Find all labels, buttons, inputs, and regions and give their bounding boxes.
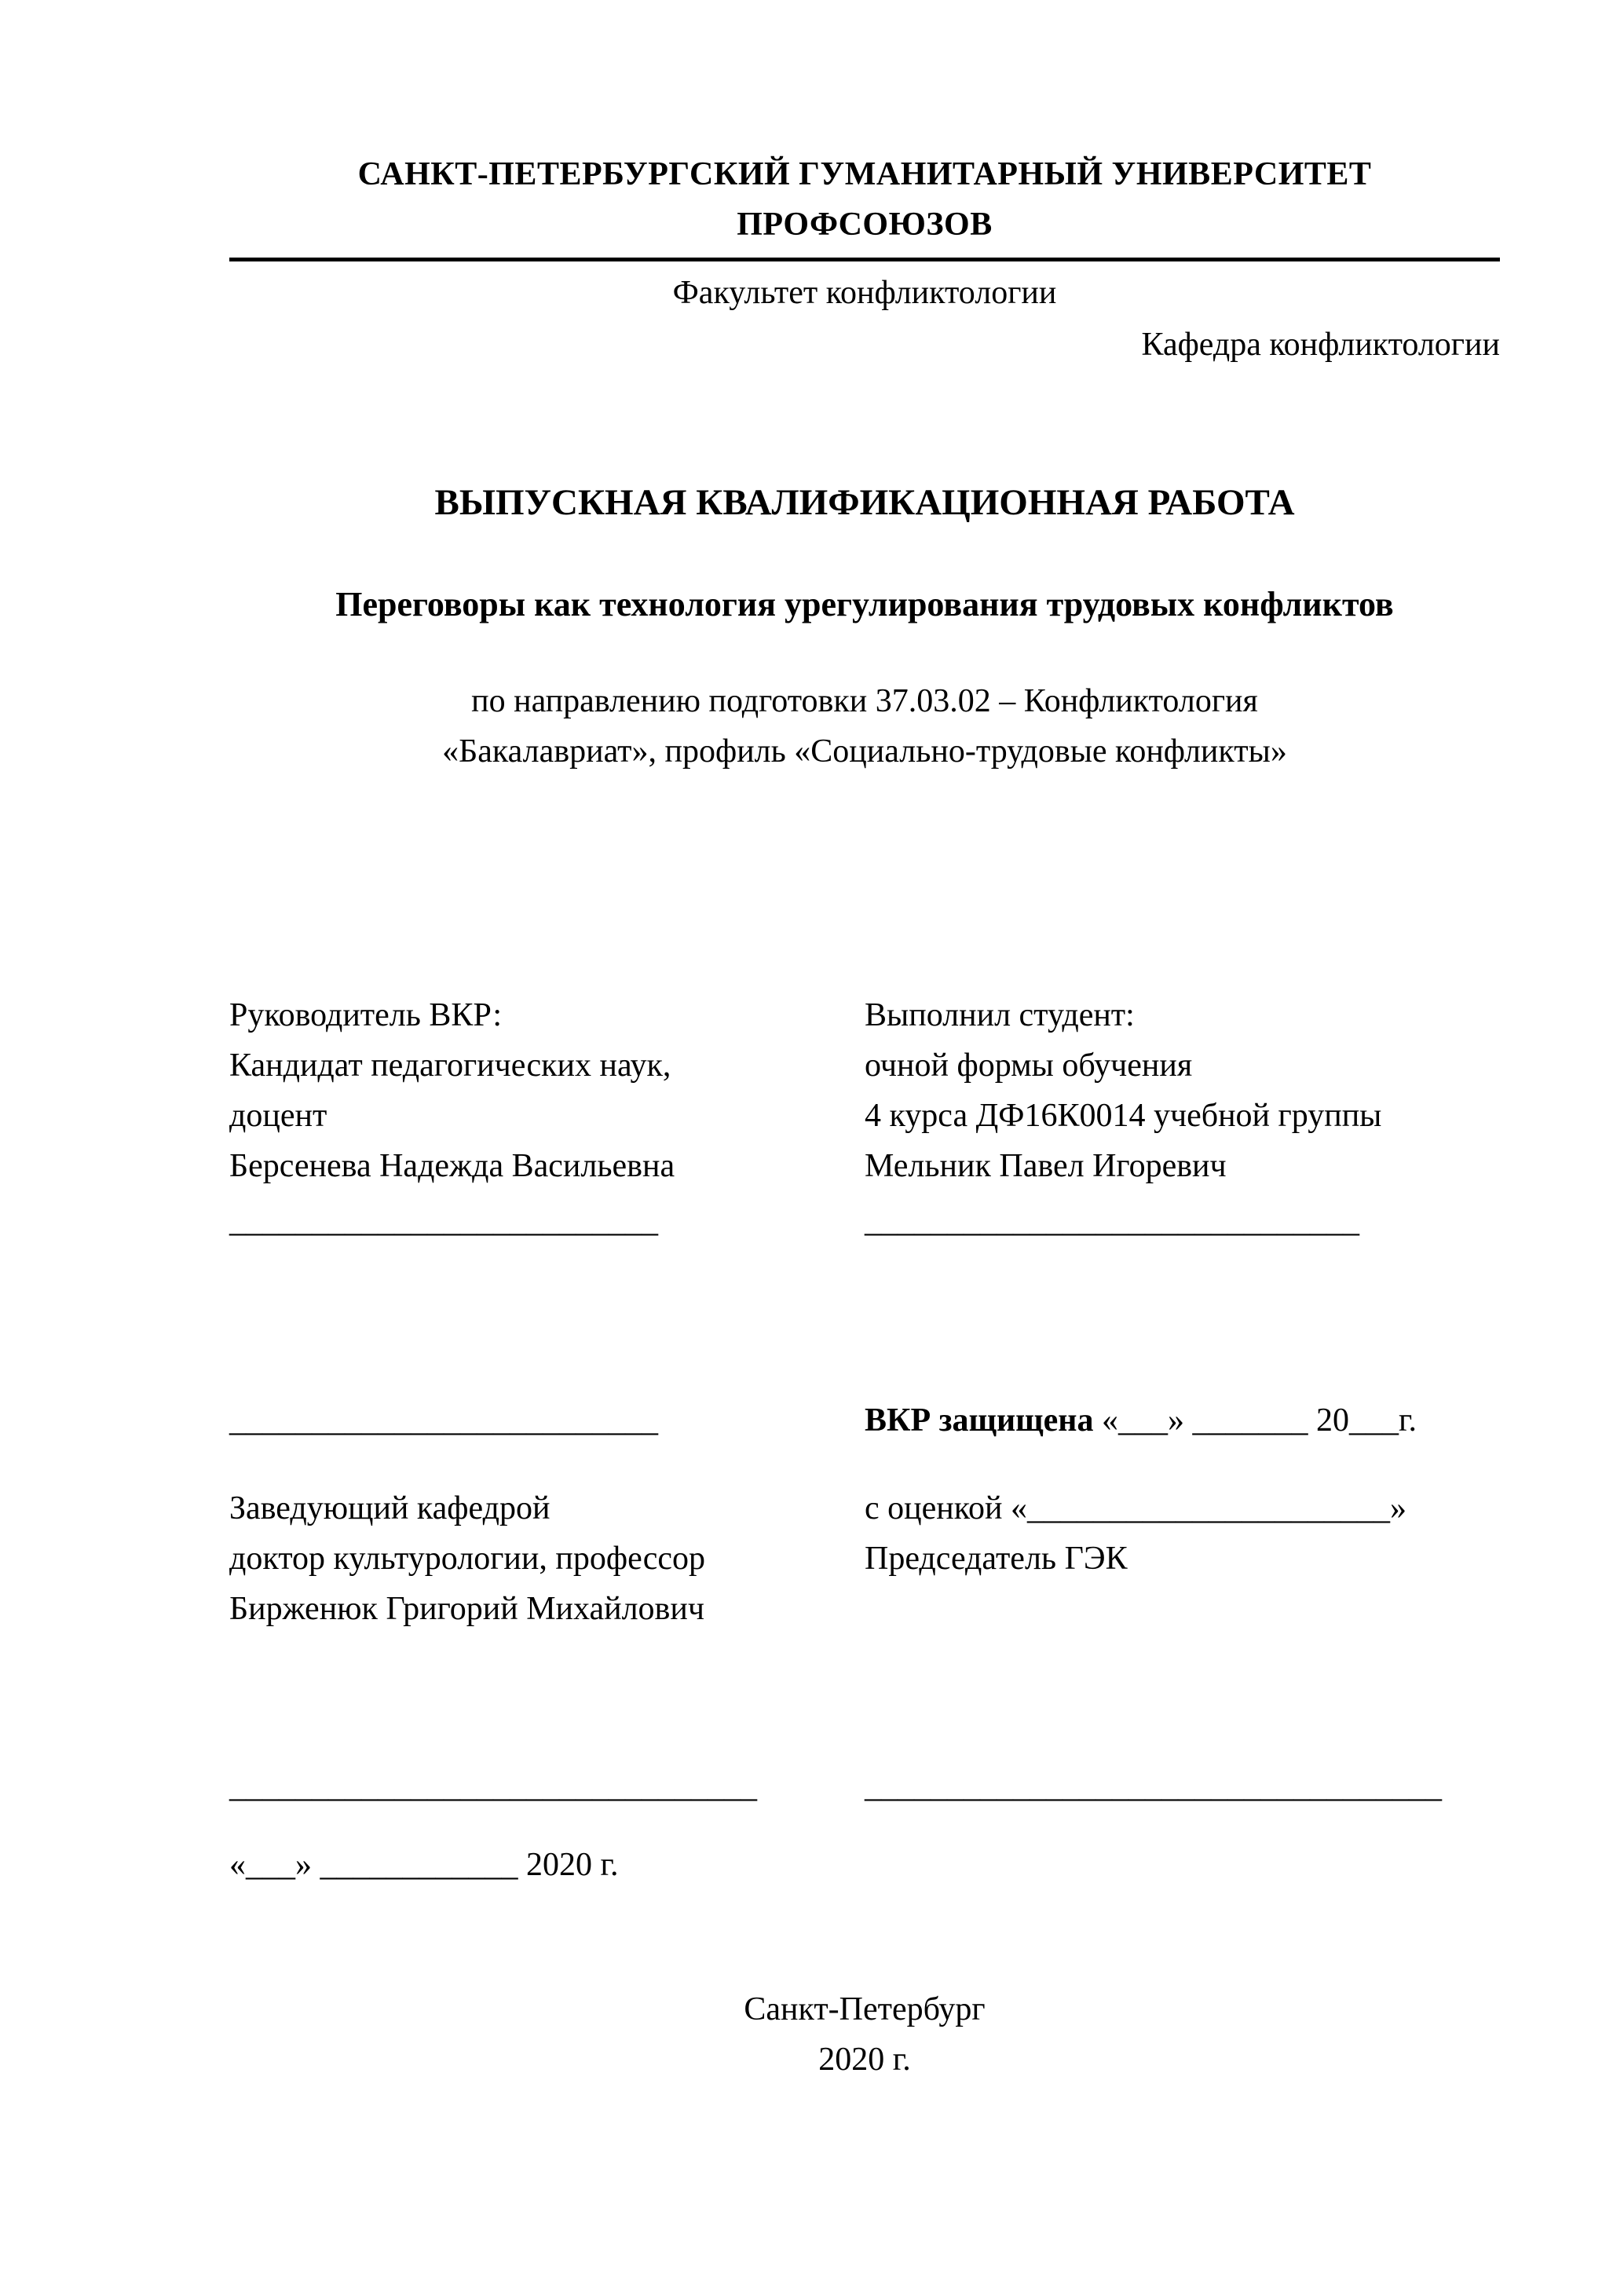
defense-date-label: ВКР защищена bbox=[865, 1402, 1094, 1439]
department-head-title: Заведующий кафедрой bbox=[229, 1490, 550, 1526]
supervisor-signature-line: __________________________ bbox=[229, 1203, 658, 1239]
footer-block bbox=[229, 1984, 1500, 2085]
department-head-degree: доктор культурологии, профессор bbox=[229, 1541, 706, 1577]
year-line: 2020 г. bbox=[818, 2042, 911, 2078]
defense-row bbox=[229, 1395, 1500, 1446]
head-signature-line: __________________________ bbox=[229, 1402, 658, 1439]
department-head-block bbox=[229, 1483, 865, 1634]
student-name: Мельник Павел Игоревич bbox=[865, 1148, 1227, 1184]
defense-result-block bbox=[865, 1483, 1500, 1634]
officials-row bbox=[229, 1483, 1500, 1634]
defense-date-blanks: «___» _______ 20___г. bbox=[1093, 1402, 1417, 1439]
supervisor-position: доцент bbox=[229, 1098, 327, 1134]
date-line: «___» ____________ 2020 г. bbox=[229, 1847, 619, 1883]
student-study-form: очной формы обучения bbox=[865, 1047, 1193, 1084]
university-name: САНКТ-ПЕТЕРБУРГСКИЙ ГУМАНИТАРНЫЙ УНИВЕРСИТЕТ ПРОФСОЮЗОВ bbox=[229, 149, 1500, 261]
student-group: 4 курса ДФ16К0014 учебной группы bbox=[865, 1098, 1382, 1134]
program-direction: по направлению подготовки 37.03.02 – Конфликтология bbox=[471, 683, 1258, 719]
student-signature-line: ______________________________ bbox=[865, 1203, 1359, 1239]
supervisor-name: Берсенева Надежда Васильевна bbox=[229, 1148, 675, 1184]
chairman-line: Председатель ГЭК bbox=[865, 1541, 1128, 1577]
program-profile: «Бакалавриат», профиль «Социально-трудовые конфликты» bbox=[442, 733, 1287, 770]
defense-date-line bbox=[865, 1395, 1500, 1446]
student-label: Выполнил студент: bbox=[865, 997, 1135, 1033]
department-line: Кафедра конфликтологии bbox=[1141, 327, 1500, 363]
faculty-line: Факультет конфликтологии bbox=[672, 275, 1057, 311]
supervisor-degree: Кандидат педагогических наук, bbox=[229, 1047, 671, 1084]
thesis-title: Переговоры как технология урегулирования трудовых конфликтов bbox=[335, 585, 1394, 623]
department-head-name: Бирженюк Григорий Михайлович bbox=[229, 1591, 704, 1627]
work-type-heading: ВЫПУСКНАЯ КВАЛИФИКАЦИОННАЯ РАБОТА bbox=[434, 482, 1295, 523]
bottom-signature-row bbox=[229, 1761, 1500, 1812]
student-block bbox=[865, 990, 1500, 1246]
signature-section bbox=[229, 990, 1500, 1246]
supervisor-block bbox=[229, 990, 865, 1246]
signature-line-right: ___________________________________ bbox=[865, 1768, 1442, 1804]
signature-line-left: ________________________________ bbox=[229, 1768, 757, 1804]
city-line: Санкт-Петербург bbox=[744, 1991, 986, 2027]
supervisor-label: Руководитель ВКР: bbox=[229, 997, 503, 1033]
grade-line: с оценкой «______________________» bbox=[865, 1490, 1406, 1526]
